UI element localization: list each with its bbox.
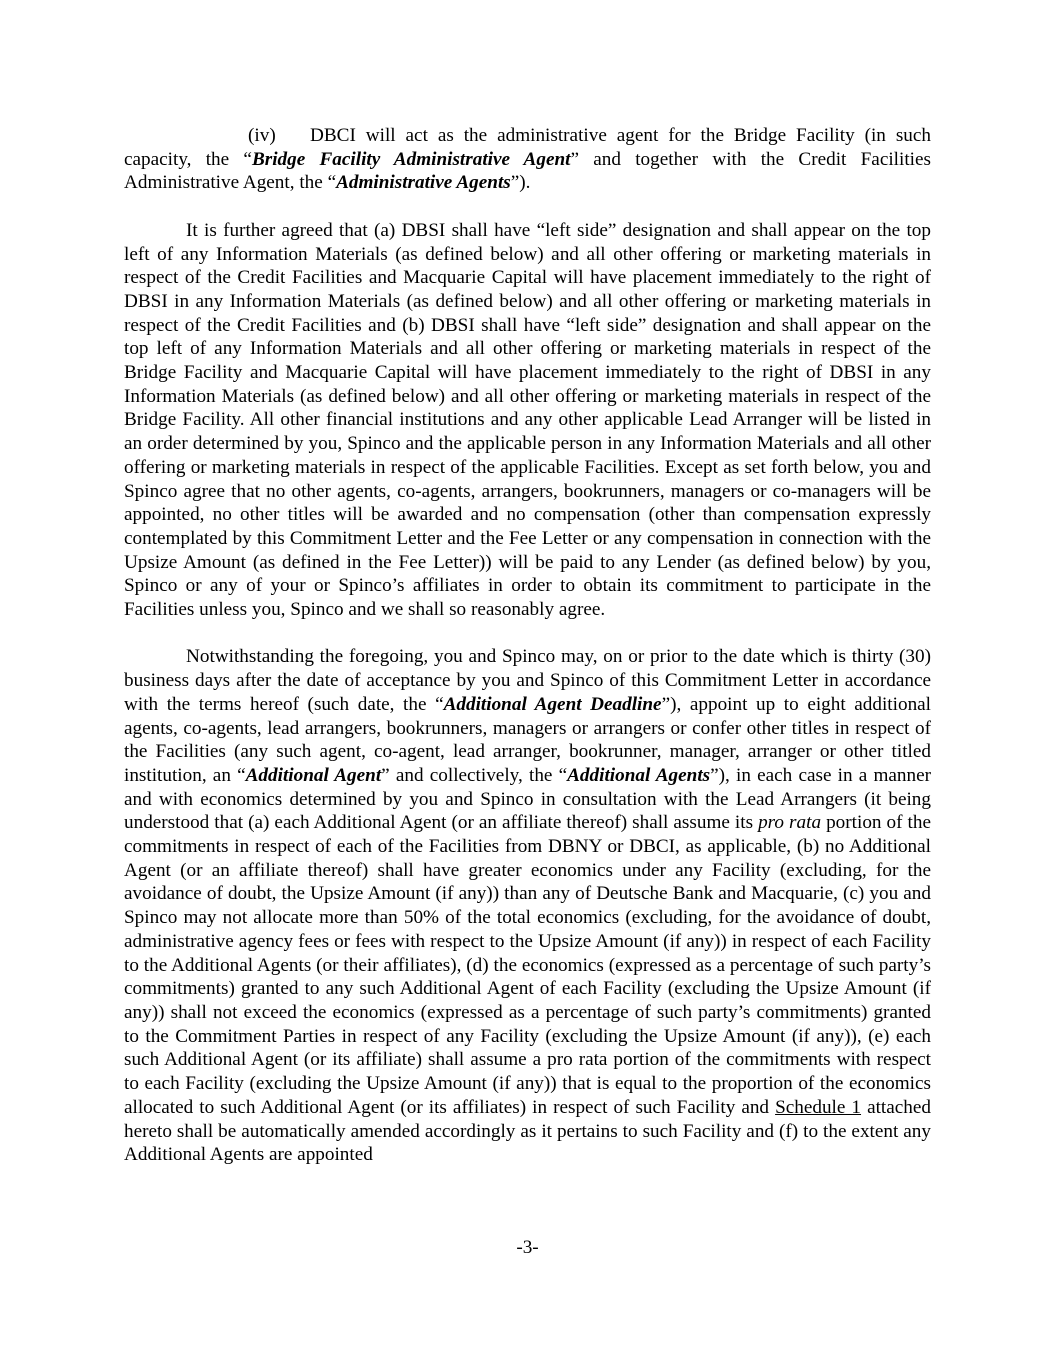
italic-phrase: pro rata [758,812,822,834]
schedule-reference: Schedule 1 [775,1096,862,1118]
paragraph-text: ” and collectively, the “ [381,764,568,786]
paragraph-text: attached hereto shall be automatically amended accordingly as it pertains to such Facility and (f) to the extent any Additional Agents are appointed [124,1096,931,1166]
paragraph-text: Notwithstanding the foregoing, you and Spinco may, on or prior to the date which is thirty (30) business days after the date of acceptance by you and Spinco of this Commitment Letter in accordance with the terms hereof (such date, the “ [124,646,931,715]
paragraph-text: ”), in each case in a manner and with economics determined by you and Spinco in consultation with the Lead Arrangers (it being understood that (a) each Additional Agent (or an affiliate thereof) shall assume its [124,764,931,834]
paragraph-text: DBCI will act as the administrative agent for the Bridge Facility (in such capacity, the “ [124,125,931,170]
paragraph-designation [124,219,931,622]
body-text [124,124,931,1191]
defined-term: Additional Agent Deadline [443,693,662,715]
paragraph-text: ” and together with the Credit Facilities Administrative Agent, the “ [124,148,931,194]
paragraph-text: It is further agreed that (a) DBSI shall have “left side” designation and shall appear on the top left of any Information Materials (as defined below) and all other offering or marketing materials in respect of the Credit Facilities and Macquarie Capital will have placement immediately to the right of DBSI in any Information Materials (as defined below) and all other offering or marketing materials in respect of the Credit Facilities and (b) DBSI shall have “left side” designation and shall appear on the top left of any Information Materials and all other offering or marketing materials in respect of the Bridge Facility and Macquarie Capital will have placement immediately to the right of DBSI in any Information Materials (as defined below) and all other offering or marketing materials in respect of the Bridge Facility. All other financial institutions and any other applicable Lead Arranger will be listed in an order determined by you, Spinco and the applicable person in any Information Materials and all other offering or marketing materials in respect of the applicable Facilities. Except as set forth below, you and Spinco agree that no other agents, co-agents, arrangers, bookrunners, managers or co-managers will be appointed, no other titles will be awarded and no compensation (other than compensation expressly contemplated by this Commitment Letter and the Fee Letter or any compensation in connection with the Upsize Amount (as defined in the Fee Letter)) will be paid to any Lender (as defined below) by you, Spinco or any of your or Spinco’s affiliates in order to obtain its commitment to participate in the Facilities unless you, Spinco and we shall so reasonably agree. [124,219,931,621]
defined-term: Bridge Facility Administrative Agent [251,148,571,170]
defined-term: Administrative Agents [336,172,511,194]
paragraph-iv [124,124,931,195]
paragraph-enumerator: (iv) [248,125,276,146]
defined-term: Additional Agent [245,764,382,786]
page-number: -3- [516,1237,539,1258]
paragraph-additional-agents [124,645,931,1166]
paragraph-text: ”), appoint up to eight additional agents, co-agents, lead arrangers, bookrunners, managers or arrangers or confer other titles in respect of the Facilities (any such agent, co-agent, lead arranger, bookrunner, manager, arranger or other titled institution, an “ [124,693,932,786]
paragraph-text: portion of the commitments in respect of each of the Facilities from DBNY or DBCI, as applicable, (b) no Additional Agent (or an affiliate thereof) shall have greater economics under any Facility (excluding, for the avoidance of doubt, the Upsize Amount (if any)) than any of Deutsche Bank and Macquarie, (c) you and Spinco may not allocate more than 50% of the total economics (excluding, for the avoidance of doubt, administrative agency fees or fees with respect to the Upsize Amount (if any)) in respect of each Facility to the Additional Agents (or their affiliates), (d) the economics (expressed as a percentage of such party’s commitments) granted to any such Additional Agent of each Facility (excluding the Upsize Amount (if any)) shall not exceed the economics (expressed as a percentage of such party’s commitments) granted to the Commitment Parties in respect of any Facility (excluding the Upsize Amount (if any)), (e) each such Additional Agent (or its affiliate) shall assume a pro rata portion of the commitments with respect to each Facility (excluding the Upsize Amount (if any)) that is equal to the proportion of the economics allocated to such Additional Agent (or its affiliates) in respect of such Facility and [124,812,931,1118]
paragraph-text: ”). [510,172,531,194]
defined-term: Additional Agents [567,764,711,786]
